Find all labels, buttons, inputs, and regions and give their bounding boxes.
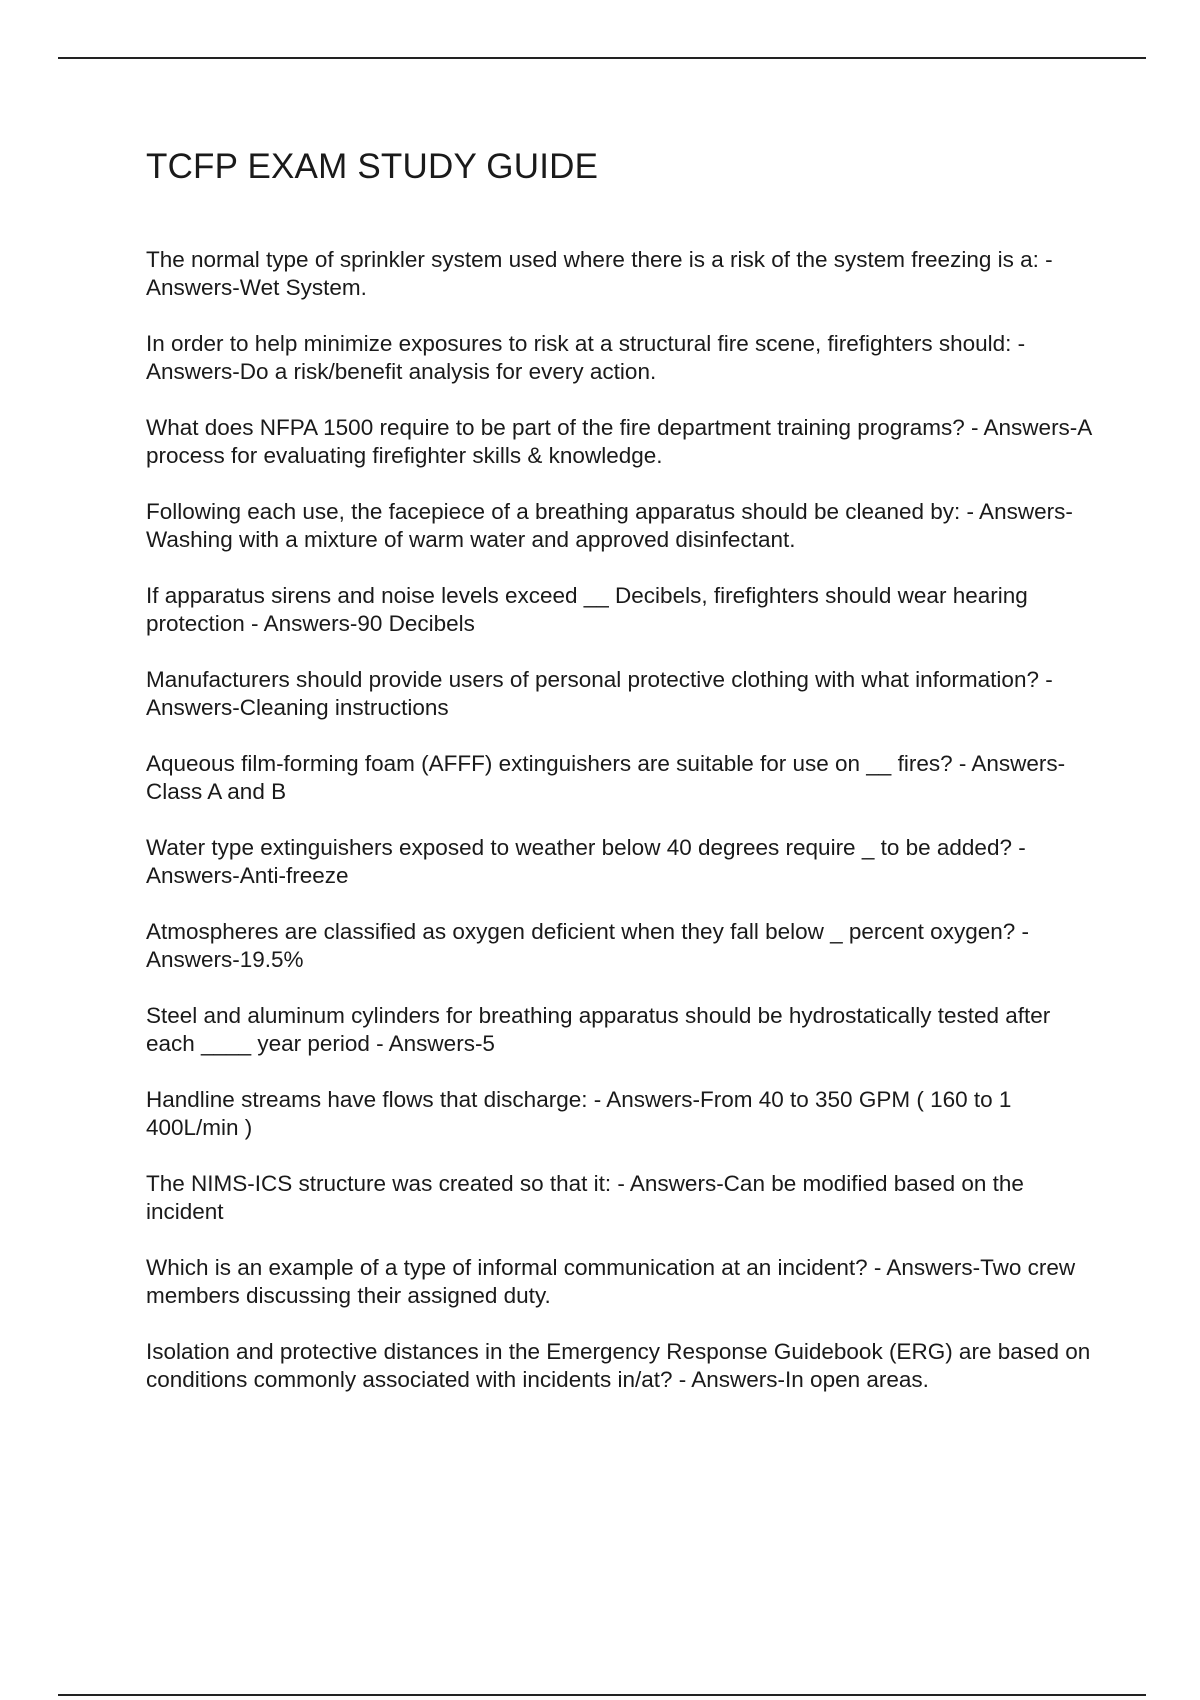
qa-item: Handline streams have flows that discharge: - Answers-From 40 to 350 GPM ( 160 to 1 400L/min ) <box>146 1087 1012 1140</box>
qa-item: The NIMS-ICS structure was created so that it: - Answers-Can be modified based on the incident <box>146 1171 1024 1224</box>
qa-item: If apparatus sirens and noise levels exceed __ Decibels, firefighters should wear hearing protection - Answers-90 Decibels <box>146 583 1028 636</box>
document-body <box>146 146 1096 1422</box>
qa-item: Atmospheres are classified as oxygen deficient when they fall below _ percent oxygen? - Answers-19.5% <box>146 919 1029 972</box>
qa-item: Manufacturers should provide users of personal protective clothing with what information? - Answers-Cleaning instructions <box>146 667 1053 720</box>
qa-item: In order to help minimize exposures to risk at a structural fire scene, firefighters should: - Answers-Do a risk/benefit analysis for every action. <box>146 331 1026 384</box>
top-divider <box>58 57 1146 59</box>
qa-item: Following each use, the facepiece of a breathing apparatus should be cleaned by: - Answers-Washing with a mixture of warm water and approved disinfectant. <box>146 499 1073 552</box>
page-title: TCFP EXAM STUDY GUIDE <box>146 147 599 186</box>
qa-list <box>146 246 1096 1394</box>
qa-item: Aqueous film-forming foam (AFFF) extinguishers are suitable for use on __ fires? - Answers-Class A and B <box>146 751 1066 804</box>
qa-item: Water type extinguishers exposed to weather below 40 degrees require _ to be added? - Answers-Anti-freeze <box>146 835 1026 888</box>
qa-item: The normal type of sprinkler system used where there is a risk of the system freezing is a: - Answers-Wet System. <box>146 247 1053 300</box>
qa-item: Steel and aluminum cylinders for breathing apparatus should be hydrostatically tested after each ____ year period - Answers-5 <box>146 1003 1051 1056</box>
qa-item: Which is an example of a type of informal communication at an incident? - Answers-Two crew members discussing their assigned duty. <box>146 1255 1076 1308</box>
qa-item: Isolation and protective distances in the Emergency Response Guidebook (ERG) are based on conditions commonly associated with incidents in/at? - Answers-In open areas. <box>146 1339 1091 1392</box>
qa-item: What does NFPA 1500 require to be part of the fire department training programs? - Answers-A process for evaluating firefighter skills & knowledge. <box>146 415 1092 468</box>
bottom-divider <box>58 1694 1146 1696</box>
